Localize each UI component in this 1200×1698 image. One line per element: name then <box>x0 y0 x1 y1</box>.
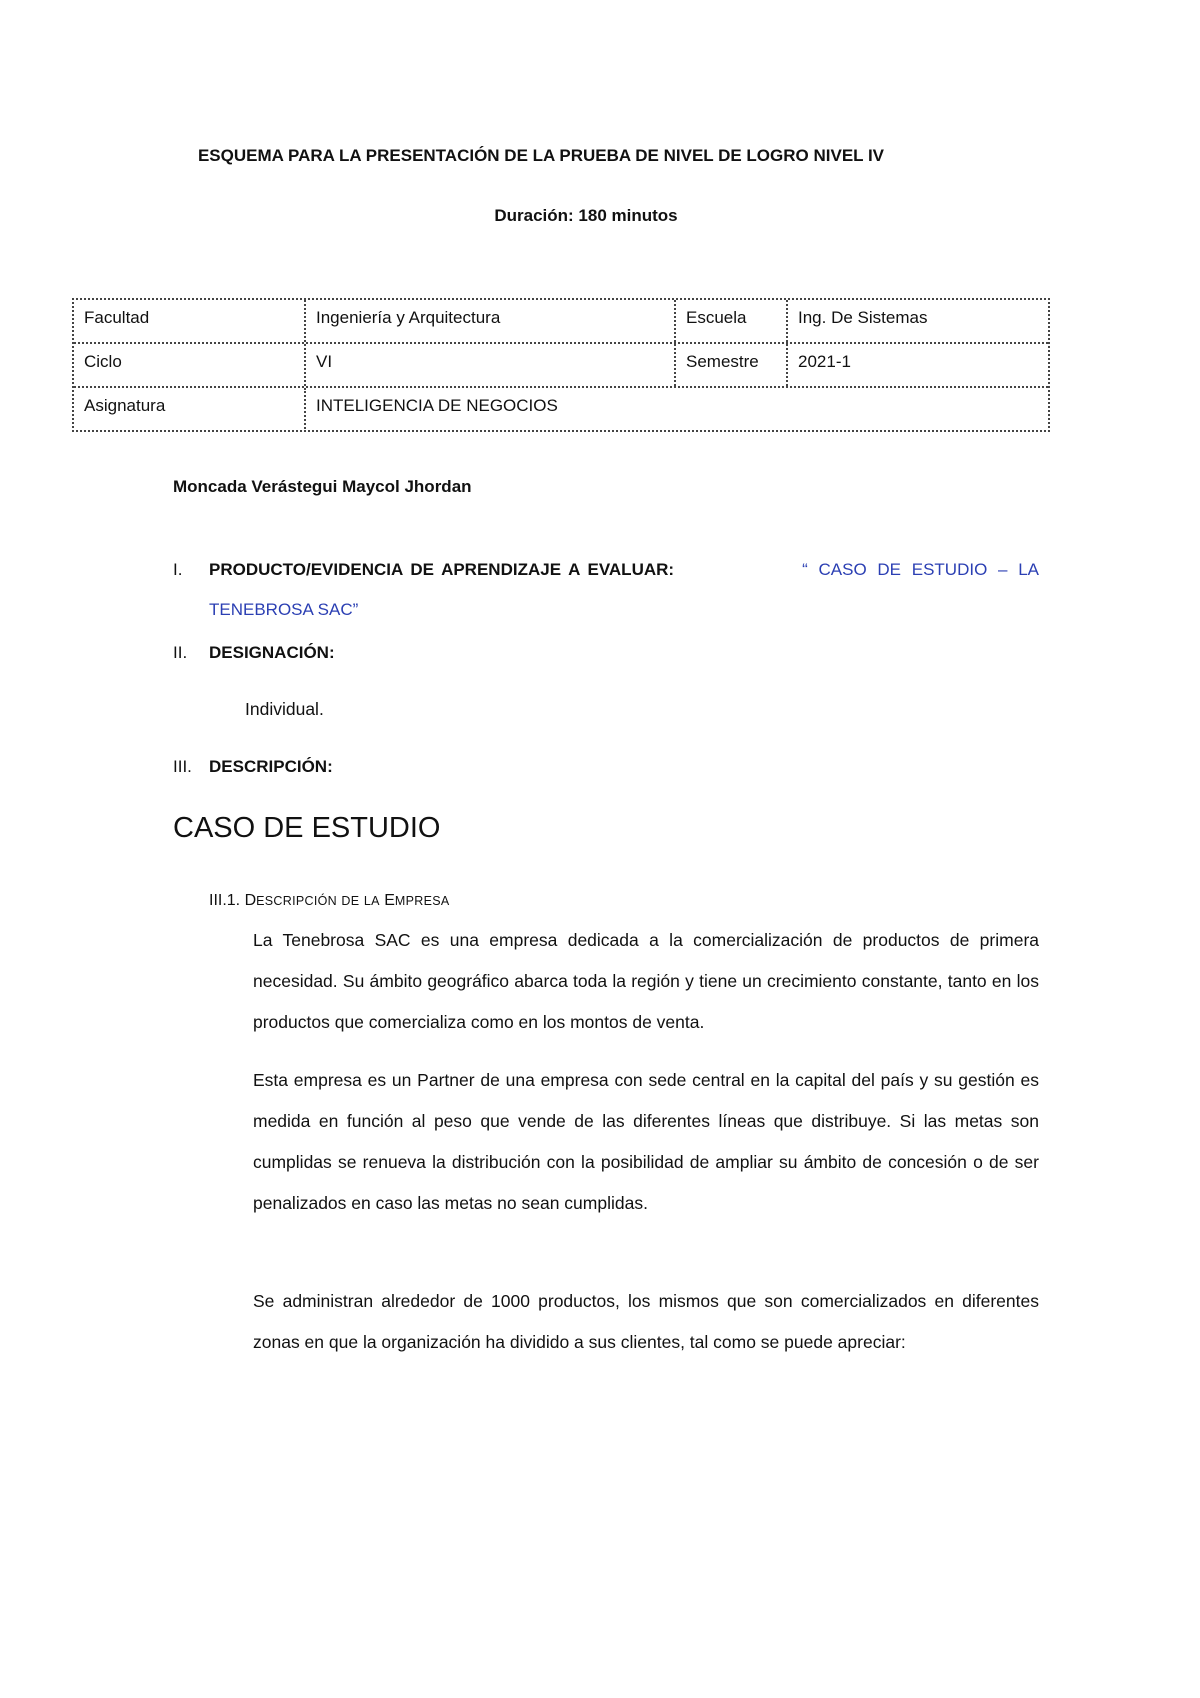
subsection-heading <box>209 892 449 910</box>
paragraph: Esta empresa es un Partner de una empresa con sede central en la capital del país y su gestión es medida en función al peso que vende de las diferentes líneas que distribuye. Si las metas son cumplidas se renueva la distribución con la posibilidad de ampliar su ámbito de concesión o de ser penalizados en caso las metas no sean cumplidas. <box>253 1070 1039 1213</box>
duration-line: Duración: 180 minutos <box>494 206 678 225</box>
case-heading: CASO DE ESTUDIO <box>173 812 441 844</box>
semestre-label: Semestre <box>674 344 786 386</box>
designation-value: Individual. <box>245 699 324 719</box>
section-title: DESIGNACIÓN: <box>209 643 335 662</box>
facultad-label: Facultad <box>84 308 150 327</box>
table-row <box>74 344 1048 388</box>
author-name: Moncada Verástegui Maycol Jhordan <box>173 477 472 496</box>
ciclo-value: VI <box>304 344 674 386</box>
subsection-number: III.1. <box>209 892 241 909</box>
escuela-value: Ing. De Sistemas <box>786 300 1048 342</box>
section-1-value-continued: TENEBROSA SAC” <box>209 600 359 619</box>
table-row <box>74 388 1048 432</box>
section-2-heading <box>173 643 335 663</box>
section-1-heading <box>173 560 1039 590</box>
asignatura-value: INTELIGENCIA DE NEGOCIOS <box>304 388 1048 432</box>
table-row <box>74 300 1048 344</box>
section-1-value: “ CASO DE ESTUDIO – LA <box>802 560 1039 579</box>
document-title: ESQUEMA PARA LA PRESENTACIÓN DE LA PRUEBA DE NIVEL DE LOGRO NIVEL IV <box>197 146 885 165</box>
section-title: DESCRIPCIÓN: <box>209 757 333 776</box>
info-table <box>72 298 1050 432</box>
section-number: III. <box>173 757 192 776</box>
asignatura-label: Asignatura <box>84 396 166 415</box>
subsection-title: DESCRIPCIÓN DE LA EMPRESA <box>244 892 450 909</box>
paragraph: Se administran alrededor de 1000 productos, los mismos que son comercializados en diferentes zonas en que la organización ha dividido a sus clientes, tal como se puede apreciar: <box>253 1291 1039 1352</box>
ciclo-label: Ciclo <box>84 352 122 371</box>
section-number: I. <box>173 560 183 579</box>
escuela-label: Escuela <box>674 300 786 342</box>
semestre-value: 2021-1 <box>786 344 1048 386</box>
section-3-heading <box>173 757 333 777</box>
section-number: II. <box>173 643 188 662</box>
facultad-value: Ingeniería y Arquitectura <box>304 300 674 342</box>
section-title: PRODUCTO/EVIDENCIA DE APRENDIZAJE A EVALUAR: <box>209 560 675 579</box>
paragraph: La Tenebrosa SAC es una empresa dedicada a la comercialización de productos de primera necesidad. Su ámbito geográfico abarca toda la región y tiene un crecimiento constante, tanto en los productos que comercializa como en los montos de venta. <box>253 930 1039 1032</box>
